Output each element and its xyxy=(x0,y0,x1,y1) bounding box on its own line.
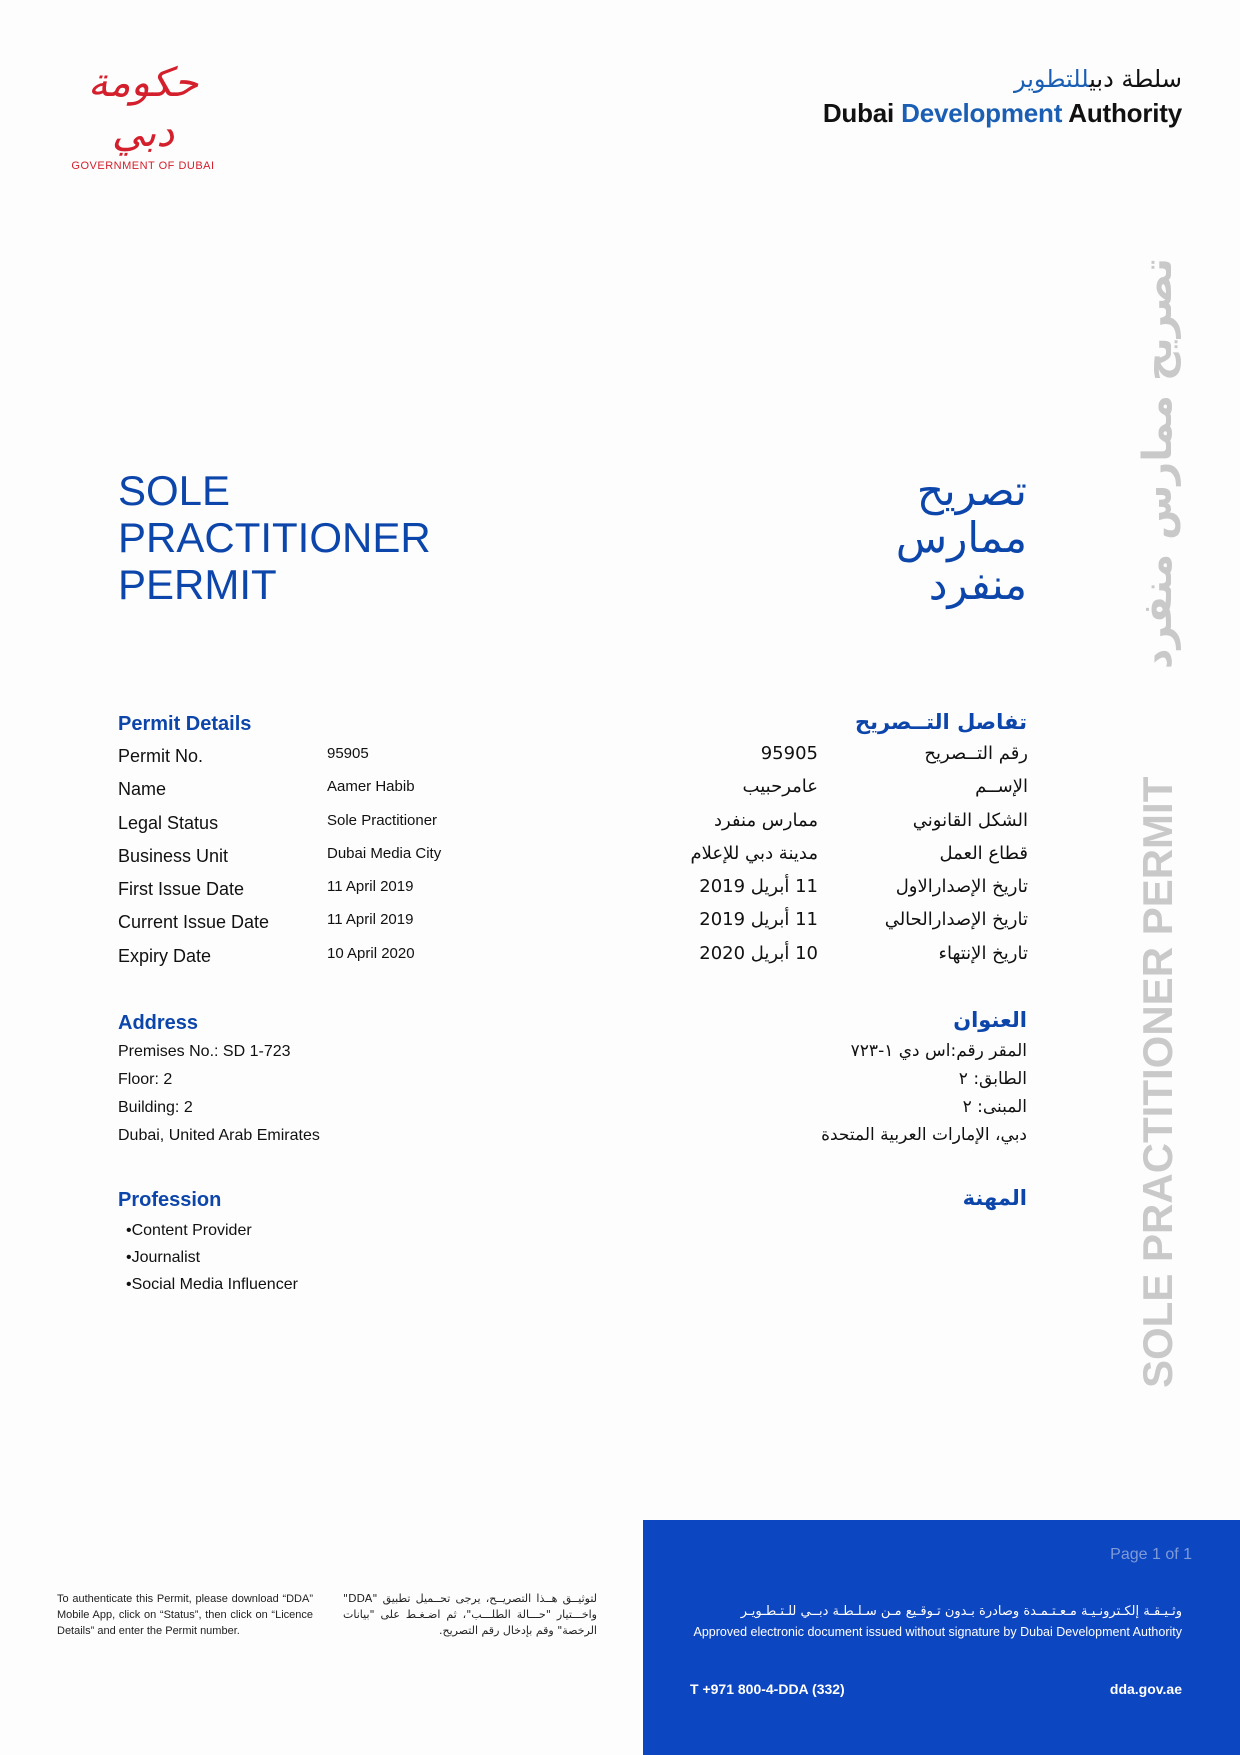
row-label: Expiry Date xyxy=(118,945,212,966)
row-value-arabic: مدينة دبي للإعلام xyxy=(690,842,818,864)
row-label: First Issue Date xyxy=(118,879,245,900)
row-value: Dubai Media City xyxy=(327,844,442,862)
row-label-arabic: الإســم xyxy=(975,776,1028,798)
table-row xyxy=(118,906,1028,939)
phone-number: T +971 800-4-DDA (332) xyxy=(690,1681,845,1697)
approved-statement-arabic: وثـيـقـة إلكـترونـيـة مـعـتـمـدة وصادرة بـدون تـوقـيع مـن سـلـطـة دبــي للـتـطـويـر xyxy=(740,1604,1182,1619)
table-row xyxy=(118,740,1028,773)
website-link[interactable]: dda.gov.ae xyxy=(1109,1681,1182,1697)
address-line: Premises No.: SD 1-723 xyxy=(118,1043,291,1060)
profession-list xyxy=(126,1217,298,1298)
row-label: Name xyxy=(118,779,167,800)
row-label-arabic: الشكل القانوني xyxy=(912,809,1028,831)
side-watermark-text xyxy=(1134,258,1182,1388)
address-heading-arabic: العنوان xyxy=(953,1008,1027,1032)
row-label: Current Issue Date xyxy=(118,912,270,933)
row-value: Sole Practitioner xyxy=(327,811,438,829)
authentication-instructions: To authenticate this Permit, please download “DDA” Mobile App, click on “Status”, then click on “Licence Details” and enter the Permit number. xyxy=(57,1593,313,1637)
dda-arabic-part1: سلطة دبي xyxy=(1089,65,1182,93)
title-english: SOLE PRACTITIONER PERMIT xyxy=(118,467,431,608)
approved-statement: Approved electronic document issued without signature by Dubai Development Authority xyxy=(693,1625,1182,1639)
row-value-arabic: ممارس منفرد xyxy=(713,809,818,831)
address-line: Floor: 2 xyxy=(118,1071,173,1088)
row-value: 10 April 2020 xyxy=(327,944,415,962)
gov-logo-arabic: حكومة دبي xyxy=(87,60,199,156)
page-number: Page 1 of 1 xyxy=(1110,1546,1192,1563)
row-label-arabic: تاريخ الإنتهاء xyxy=(938,942,1028,964)
address-line: Building: 2 xyxy=(118,1099,193,1116)
dda-arabic-part2: للتطوير xyxy=(1014,65,1090,93)
address-line-arabic: المبنى: ٢ xyxy=(962,1097,1027,1117)
row-value-arabic: 95905 xyxy=(760,743,818,764)
row-value-arabic: عامرحبيب xyxy=(742,776,818,798)
footer-info-box xyxy=(643,1520,1240,1755)
row-value: 11 April 2019 xyxy=(327,878,414,896)
dda-english-2: Development xyxy=(901,98,1063,128)
list-item: •Social Media Influencer xyxy=(126,1276,298,1293)
table-row xyxy=(118,873,1028,906)
row-label-arabic: تاريخ الإصدارالحالي xyxy=(884,909,1028,931)
row-label-arabic: قطاع العمل xyxy=(939,842,1028,864)
profession-heading: Profession xyxy=(118,1189,222,1211)
title-arabic: تصريح ممارس منفرد xyxy=(895,466,1027,609)
permit-details-heading-arabic: تفاصل التــصريح xyxy=(854,710,1027,734)
gov-logo-english: GOVERNMENT OF DUBAI xyxy=(71,160,215,172)
side-text-english: SOLE PRACTITIONER PERMIT xyxy=(1134,776,1181,1388)
row-label: Permit No. xyxy=(118,746,204,766)
address-line: Dubai, United Arab Emirates xyxy=(118,1127,320,1144)
dda-english-1: Dubai xyxy=(822,98,895,128)
permit-details-table xyxy=(118,740,1028,973)
permit-details-heading: Permit Details xyxy=(118,713,252,735)
table-row xyxy=(118,940,1028,973)
government-of-dubai-logo xyxy=(58,58,228,172)
address-heading: Address xyxy=(118,1012,199,1034)
address-line-arabic: المقر رقم:اس دي ١-٧٢٣ xyxy=(850,1041,1027,1061)
row-label: Legal Status xyxy=(118,812,219,833)
dda-logo-arabic xyxy=(823,62,1182,96)
row-value: 11 April 2019 xyxy=(327,911,414,929)
row-value: Aamer Habib xyxy=(327,778,415,796)
authentication-instructions-arabic: لتوثيــق هــذا التصريــح، يرجى تحــميل تطبيق "DDA" واخـــتيار "حـــالة الطلـــب"، ثم اضـغـط على "بيانات الرخصة" وقم بإدخال رقم التصريح. xyxy=(343,1592,597,1637)
address-line-arabic: دبي، الإمارات العربية المتحدة xyxy=(821,1125,1027,1145)
row-value: 95905 xyxy=(327,745,369,762)
address-line-arabic: الطابق: ٢ xyxy=(958,1069,1027,1089)
table-row xyxy=(118,807,1028,840)
list-item: •Content Provider xyxy=(126,1222,252,1239)
row-label-arabic: تاريخ الإصدارالاول xyxy=(895,876,1028,898)
dda-english-3: Authority xyxy=(1068,98,1182,128)
row-label-arabic: رقم التــصريح xyxy=(924,743,1028,764)
table-row xyxy=(118,840,1028,873)
row-value-arabic: 11 أبريل 2019 xyxy=(699,909,818,931)
dda-logo xyxy=(823,62,1182,130)
row-value-arabic: 10 أبريل 2020 xyxy=(699,942,818,964)
dda-logo-english xyxy=(823,96,1182,130)
side-text-arabic: تصريح ممارس منفرد xyxy=(1135,258,1181,670)
row-label: Business Unit xyxy=(118,845,229,866)
list-item: •Journalist xyxy=(126,1249,201,1266)
profession-heading-arabic: المهنة xyxy=(962,1186,1027,1210)
table-row xyxy=(118,773,1028,806)
row-value-arabic: 11 أبريل 2019 xyxy=(699,876,818,898)
